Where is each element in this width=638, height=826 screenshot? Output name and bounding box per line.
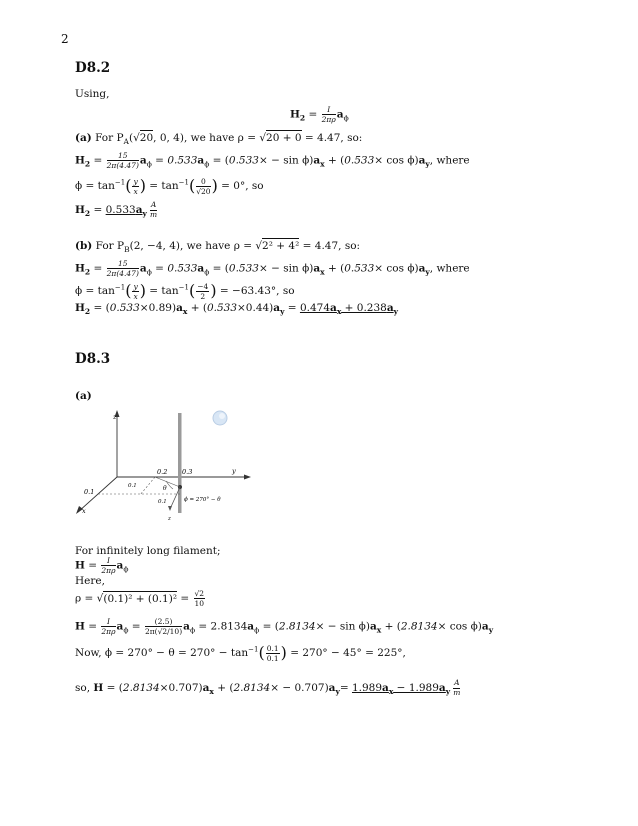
filament — [178, 413, 182, 513]
d83-line5: H = $\frac{I}{2\pi\rho}$ $a_\phi$ = $\frac{(2.5)}{2\pi(√2/10)}$ $a_\phi = 2.8134a_\phi = (2.8134\times - \sin \phi)a_x + (2.8134\times \cos \phi)a_y$ — [75, 617, 494, 636]
part-a-line1: (a) For $P_A(√20$, 0, 4), we have ρ = √20 + 0 = 4.47, so: — [75, 132, 363, 147]
y-tick-1: 0.2 — [157, 468, 168, 476]
y-label: y — [232, 467, 236, 475]
d83-line3: Here, — [75, 575, 105, 587]
using-text: Using, — [75, 88, 110, 100]
d83-line1: For infinitely long filament; — [75, 545, 221, 557]
y-tick-2: 0.3 — [182, 468, 193, 476]
y-arrow — [244, 475, 251, 480]
z-label: z — [113, 413, 117, 421]
part-b-line1: (b) For $P_B(2$, −4, 4), we have ρ = √2² + 4² = 4.47, so: — [75, 240, 361, 255]
x-tick: 0.1 — [84, 488, 95, 496]
part-a-line2: $H_2$ = $\frac{15}{2\pi(4.47)}$ $a_\phi = 0.533a_\phi = (0.533\times - \sin \phi)a_x + (0.533\times \cos \phi)a_y$, where — [75, 151, 470, 170]
h-label: z — [168, 516, 171, 522]
x-label: x — [82, 507, 86, 515]
part-a-label-d83: (a) — [75, 390, 92, 402]
phi-label: ϕ = 270° − θ — [184, 497, 221, 503]
theta-label: θ — [163, 485, 167, 492]
x-tick-2: 0.1 — [128, 483, 137, 489]
rho-line — [155, 477, 180, 487]
section-heading-d83: D8.3 — [75, 351, 111, 367]
page-number: 2 — [61, 32, 69, 46]
d83-line6: Now, $\phi = 270^\circ - \theta = 270^\circ - \tan^{-1}$( $\frac{0.1}{0.1}$ ) = 270° − 45° = 225°, — [75, 643, 406, 663]
formula-h2: $H_2$ = $\frac{I}{2\pi\rho}$ $a_\phi$ — [290, 105, 349, 124]
d83-line4: ρ = √(0.1)² + (0.1)² = $\frac{√2}{10}$ — [75, 589, 205, 608]
part-b-line2: $H_2$ = $\frac{15}{2\pi(4.47)}$ $a_\phi = 0.533a_\phi = (0.533\times - \sin \phi)a_x + (0.533\times \cos \phi)a_y$, where — [75, 259, 470, 278]
d83-line2: H = $\frac{I}{2\pi\rho}$ $a_\phi$ — [75, 556, 129, 575]
part-b-line4: $H_2 = (0.533\times 0.89)a_x + (0.533\times 0.44)a_y = 0.474a_x + 0.238a_y$ — [75, 302, 399, 317]
theta-arc — [166, 481, 173, 489]
dashed-y — [140, 477, 155, 495]
part-a-line4: $H_2 = 0.533a_y$ $\frac{A}{m}$ — [75, 200, 158, 219]
coordinate-figure — [70, 405, 270, 525]
part-b-line3: $\phi = \tan^{-1}$( $\frac{y}{x}$ ) = $\tan^{-1}$( $\frac{-4}{2}$ ) = −63.43°, so — [75, 281, 295, 301]
d83-line7: so, $H = (2.8134\times 0.707)a_x + (2.8134\times - 0.707)a_y= 1.989a_x - 1.989a_y$ $\frac{A}{m}$ — [75, 678, 461, 697]
decorative-dot-icon — [210, 408, 230, 428]
h-arrow — [168, 506, 172, 511]
section-heading-d82: D8.2 — [75, 60, 111, 76]
x-tick-3: 0.1 — [158, 499, 167, 505]
part-a-line3: $\phi = \tan^{-1}$( $\frac{y}{x}$ ) = $\tan^{-1}$( $\frac{0}{√20}$ ) = 0°, so — [75, 176, 264, 196]
